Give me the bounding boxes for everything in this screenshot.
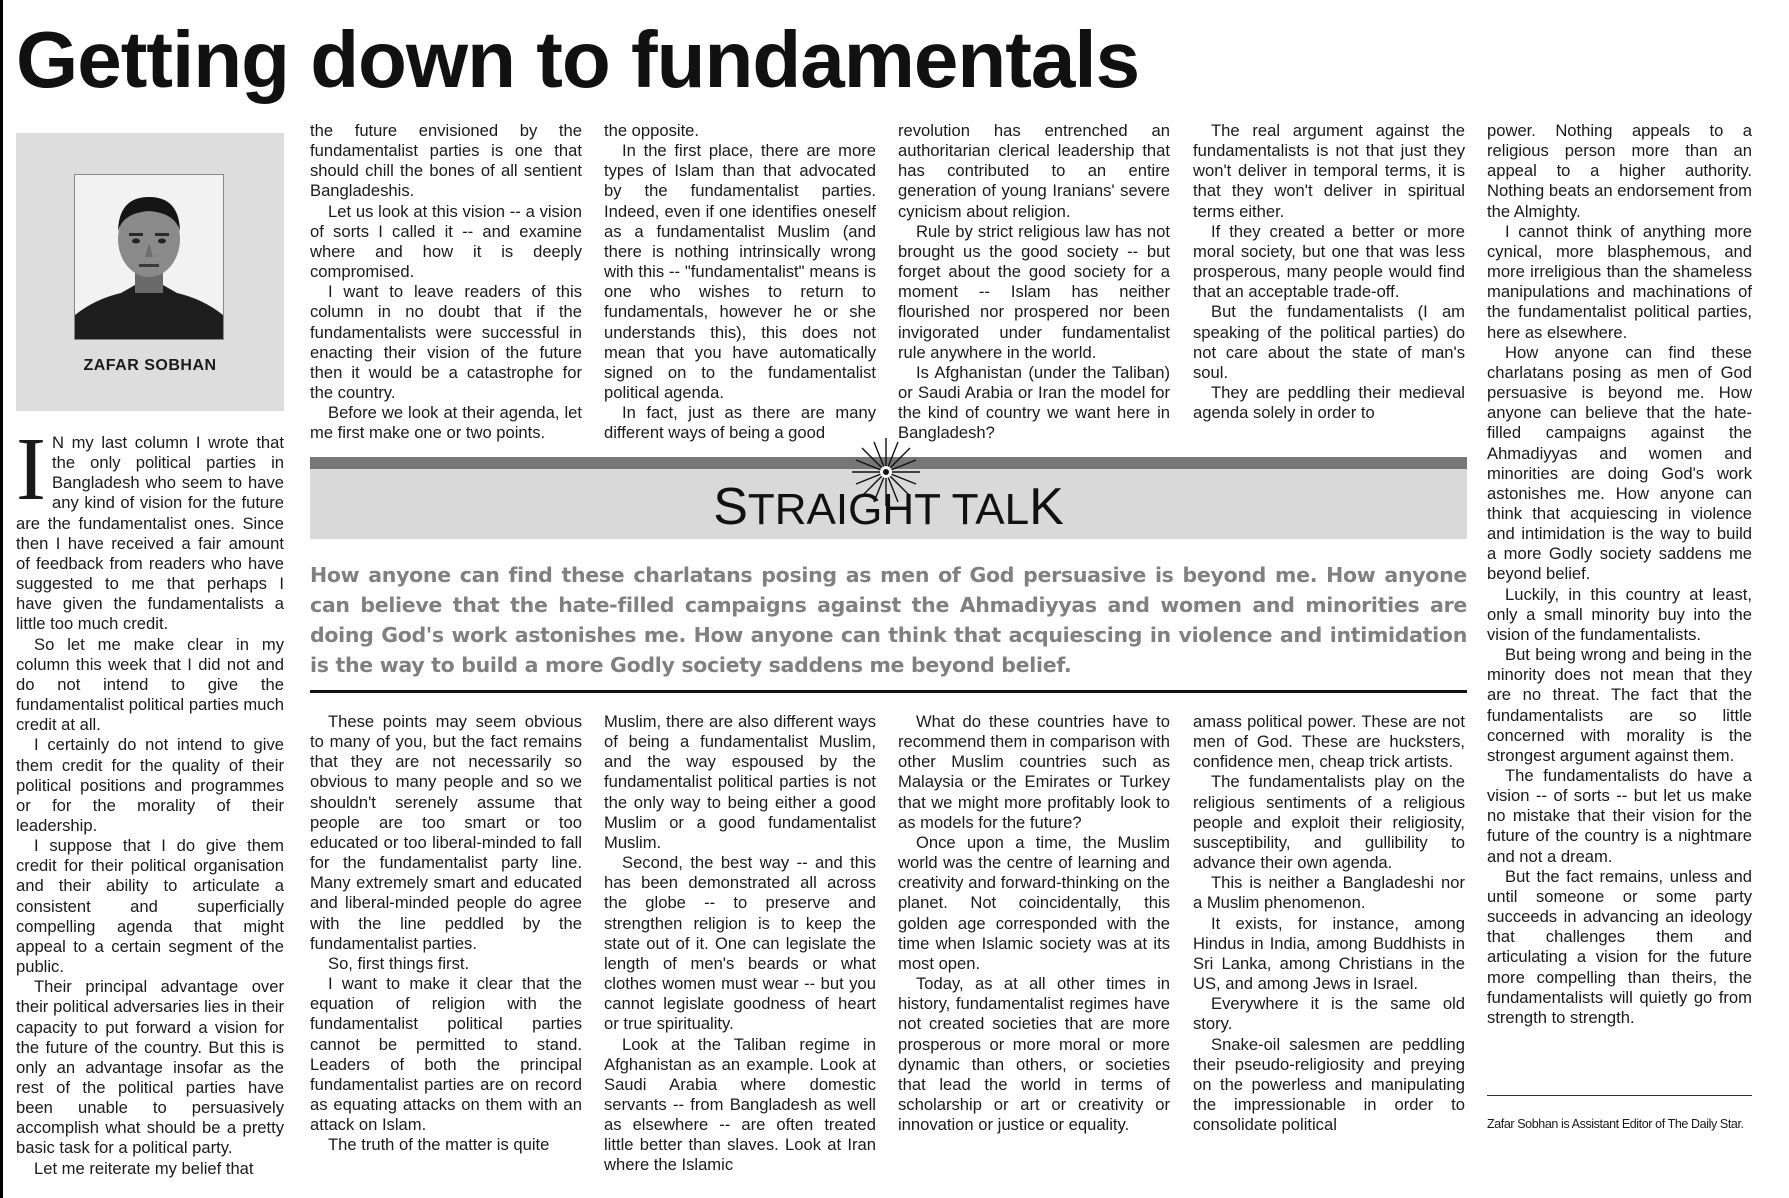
paragraph: Before we look at their agenda, let me first make one or two points. [310, 403, 582, 443]
pull-quote: How anyone can find these charlatans posing as men of God persuasive is beyond me. How anyone can believe that the hate-filled campaigns against the Ahmadiyyas and women and minorities are doing God's work astonishes me. How anyone can think that acquiescing in violence and intimidation is the way to build a more Godly society saddens me beyond belief. [310, 563, 1467, 677]
paragraph: The fundamentalists do have a vision -- of sorts -- but let us make no mistake that their vision for the future of the country is a nightmare and not a dream. [1487, 766, 1752, 866]
author-portrait [74, 174, 224, 340]
paragraph: Rule by strict religious law has not brought us the good society -- but forget about the good society for a moment -- Islam has neither flourished nor prospered nor been invigorated under fundamentalist rule anywhere in the world. [898, 221, 1170, 362]
paragraph: I certainly do not intend to give them credit for the quality of their political positions and programmes or for the morality of their leadership. [16, 735, 284, 835]
column-name-middle: TRAIGHT TAL [747, 485, 1030, 534]
column-name-final: K [1029, 478, 1064, 536]
paragraph: If they created a better or more moral society, but one that was less prosperous, many people would find that an acceptable trade-off. [1193, 221, 1465, 302]
column-2-bottom [310, 712, 582, 1182]
paragraph: Is Afghanistan (under the Taliban) or Saudi Arabia or Iran the model for the kind of country we want here in Bangladesh? [898, 362, 1170, 443]
paragraph: These points may seem obvious to many of you, but the fact remains that they are not necessarily so obvious to many people and so we shouldn't serenely assume that people are too smart or too educated or too liberal-minded to fall for the fundamentalist party line. Many extremely smart and educated and liberal-minded people do agree with the line peddled by the fundamentalist parties. [310, 712, 582, 953]
paragraph: What do these countries have to recommend them in comparison with other Muslim countries such as Malaysia or the Emirates or Turkey that we might more profitably look to as models for the future? [898, 712, 1170, 832]
author-portrait-image [75, 175, 223, 339]
paragraph: amass political power. These are not men of God. These are hucksters, confidence men, cheap trick artists. [1193, 712, 1465, 772]
paragraph: The fundamentalists play on the religious sentiments of a religious people and exploit their religiosity, susceptibility, and gullibility to advance their own agenda. [1193, 772, 1465, 873]
paragraph: But being wrong and being in the minority does not mean that they are no threat. The fact that the fundamentalists are so little concerned with morality is the strongest argument against them. [1487, 645, 1752, 765]
paragraph: Once upon a time, the Muslim world was the centre of learning and creativity and forward-thinking on the planet. Not coincidentally, this golden age corresponded with the time when Islamic society was at its most open. [898, 832, 1170, 973]
headline: Getting down to fundamentals [16, 15, 1140, 104]
pull-quote-bottom-rule [310, 690, 1467, 693]
column-3-top [604, 121, 876, 446]
paragraph: They are peddling their medieval agenda solely in order to [1193, 383, 1465, 423]
paragraph: The truth of the matter is quite [328, 1135, 550, 1155]
column-1 [16, 433, 284, 1181]
paragraph: This is neither a Bangladeshi nor a Muslim phenomenon. [1193, 873, 1465, 913]
paragraph: But the fundamentalists (I am speaking of the political parties) do not care about the state of man's soul. [1193, 302, 1465, 382]
paragraph: Let me reiterate my belief that [34, 1158, 254, 1178]
author-byline: ZAFAR SOBHAN [83, 357, 217, 374]
paragraph: So, first things first. [328, 953, 470, 973]
paragraph: So let me make clear in my column this week that I did not and do not intend to give the fundamentalist political parties much credit at all. [16, 634, 284, 735]
paragraph: I want to leave readers of this column in no doubt that if the fundamentalists were successful in enacting their vision of the future then it would be a catastrophe for the country. [310, 282, 582, 403]
paragraph: revolution has entrenched an authoritarian clerical leadership that has contributed to an entire generation of young Iranians' severe cynicism about religion. [898, 121, 1170, 221]
author-photo-box [16, 133, 284, 411]
column-4-bottom [898, 712, 1170, 1182]
paragraph: How anyone can find these charlatans posing as men of God persuasive is beyond me. How anyone can believe that the hate-filled campaigns against the Ahmadiyyas and women and minorities are doing God's work astonishes me. How anyone can think that acquiescing in violence and intimidation is the way to build a more Godly society saddens me beyond belief. [1487, 342, 1752, 584]
paragraph: Today, as at all other times in history, fundamentalist regimes have not created societies that are more prosperous or more moral or more dynamic than others, or societies that lead the world in terms of scholarship or art or creativity or innovation or justice or equality. [898, 974, 1170, 1135]
paragraph: Luckily, in this country at least, only a small minority buy into the vision of the fundamentalists. [1487, 584, 1752, 644]
column-name-initial: S [713, 478, 748, 536]
author-footnote: Zafar Sobhan is Assistant Editor of The Daily Star. [1487, 1117, 1744, 1131]
paragraph: Snake-oil salesmen are peddling their pseudo-religiosity and preying on the powerless and manipulating the impressionable in order to consolidate political [1193, 1034, 1465, 1135]
column-5-bottom [1193, 712, 1465, 1182]
paragraph: the opposite. [604, 121, 700, 140]
paragraph: Let us look at this vision -- a vision of sorts I called it -- and examine where and how it is deeply compromised. [310, 201, 582, 282]
paragraph: Everywhere it is the same old story. [1193, 994, 1465, 1034]
page-edge-rule [0, 0, 3, 1198]
paragraph: It exists, for instance, among Hindus in India, among Buddhists in Sri Lanka, among Christians in the US, and among Jews in Israel. [1193, 913, 1465, 994]
column-4-top [898, 121, 1170, 446]
paragraph: In the first place, there are more types of Islam than that advocated by the fundamentalist parties. Indeed, even if one identifies oneself as a fundamentalist Muslim (and there is nothing intrinsically wrong with this -- "fundamentalist" means is one who wishes to return to fundamentals, however he or she understands this), this does not mean that you have automatically signed on to the fundamentalist political agenda. [604, 141, 876, 403]
paragraph: Muslim, there are also different ways of being a fundamentalist Muslim, and the way espoused by the fundamentalist political parties is not the only way to being either a good Muslim or a good fundamentalist Muslim. [604, 712, 876, 852]
paragraph: Second, the best way -- and this has been demonstrated all across the globe -- to preserve and strengthen religion is to keep the state out of it. One can legislate the length of men's beards or what clothes women must wear -- but you cannot legislate goodness of heart or true spirituality. [604, 853, 876, 1034]
paragraph: Their principal advantage over their political adversaries lies in their capacity to put forward a vision for the future of the country. But this is only an advantage insofar as the rest of the political parties have been unable to persuasively accomplish what should be a pretty basic task for a political party. [16, 977, 284, 1158]
column-6 [1487, 121, 1752, 1076]
column-3-bottom [604, 712, 876, 1182]
paragraph: power. Nothing appeals to a religious person more than an appeal to a higher authority. Nothing beats an endorsement from the Almighty. [1487, 121, 1752, 221]
paragraph: I suppose that I do give them credit for their political organisation and their ability to articulate a consistent and superficially compelling agenda that might appeal to a certain segment of the public. [16, 836, 284, 977]
paragraph: the future envisioned by the fundamentalist parties is one that should chill the bones of all sentient Bangladeshis. [310, 121, 582, 201]
paragraph: In fact, just as there are many different ways of being a good [604, 403, 876, 443]
paragraph: I cannot think of anything more cynical, more blasphemous, and more irreligious than the shameless manipulations and machinations of the fundamentalist political parties, here as elsewhere. [1487, 221, 1752, 342]
paragraph: I want to make it clear that the equation of religion with the fundamentalist political parties cannot be permitted to stand. Leaders of both the principal fundamentalist parties are on record as equating attacks on them with an attack on Islam. [310, 974, 582, 1135]
paragraph: The real argument against the fundamentalists is not that just they won't deliver in temporal terms, it is that they won't deliver in spiritual terms either. [1193, 121, 1465, 221]
drop-cap: I [16, 433, 46, 519]
paragraph: Look at the Taliban regime in Afghanistan as an example. Look at Saudi Arabia where domestic servants -- from Bangladesh as well as elsewhere -- are often treated little better than slaves. Look at Iran where the Islamic [604, 1034, 876, 1175]
column-2-top [310, 121, 582, 446]
paragraph: But the fact remains, unless and until someone or some party succeeds in advancing an ideology that challenges them and articulating a vision for the future more compelling than theirs, the fundamentalists will quietly go from strength to strength. [1487, 866, 1752, 1027]
starburst-icon [850, 436, 922, 508]
footnote-rule [1487, 1095, 1752, 1096]
column-5-top [1193, 121, 1465, 446]
paragraph: N my last column I wrote that the only political parties in Bangladesh who seem to have any kind of vision for the future are the fundamentalist ones. Since then I have received a fair amount of feedback from readers who have suggested to me that perhaps I have given the fundamentalists a little too much credit. [16, 433, 284, 634]
